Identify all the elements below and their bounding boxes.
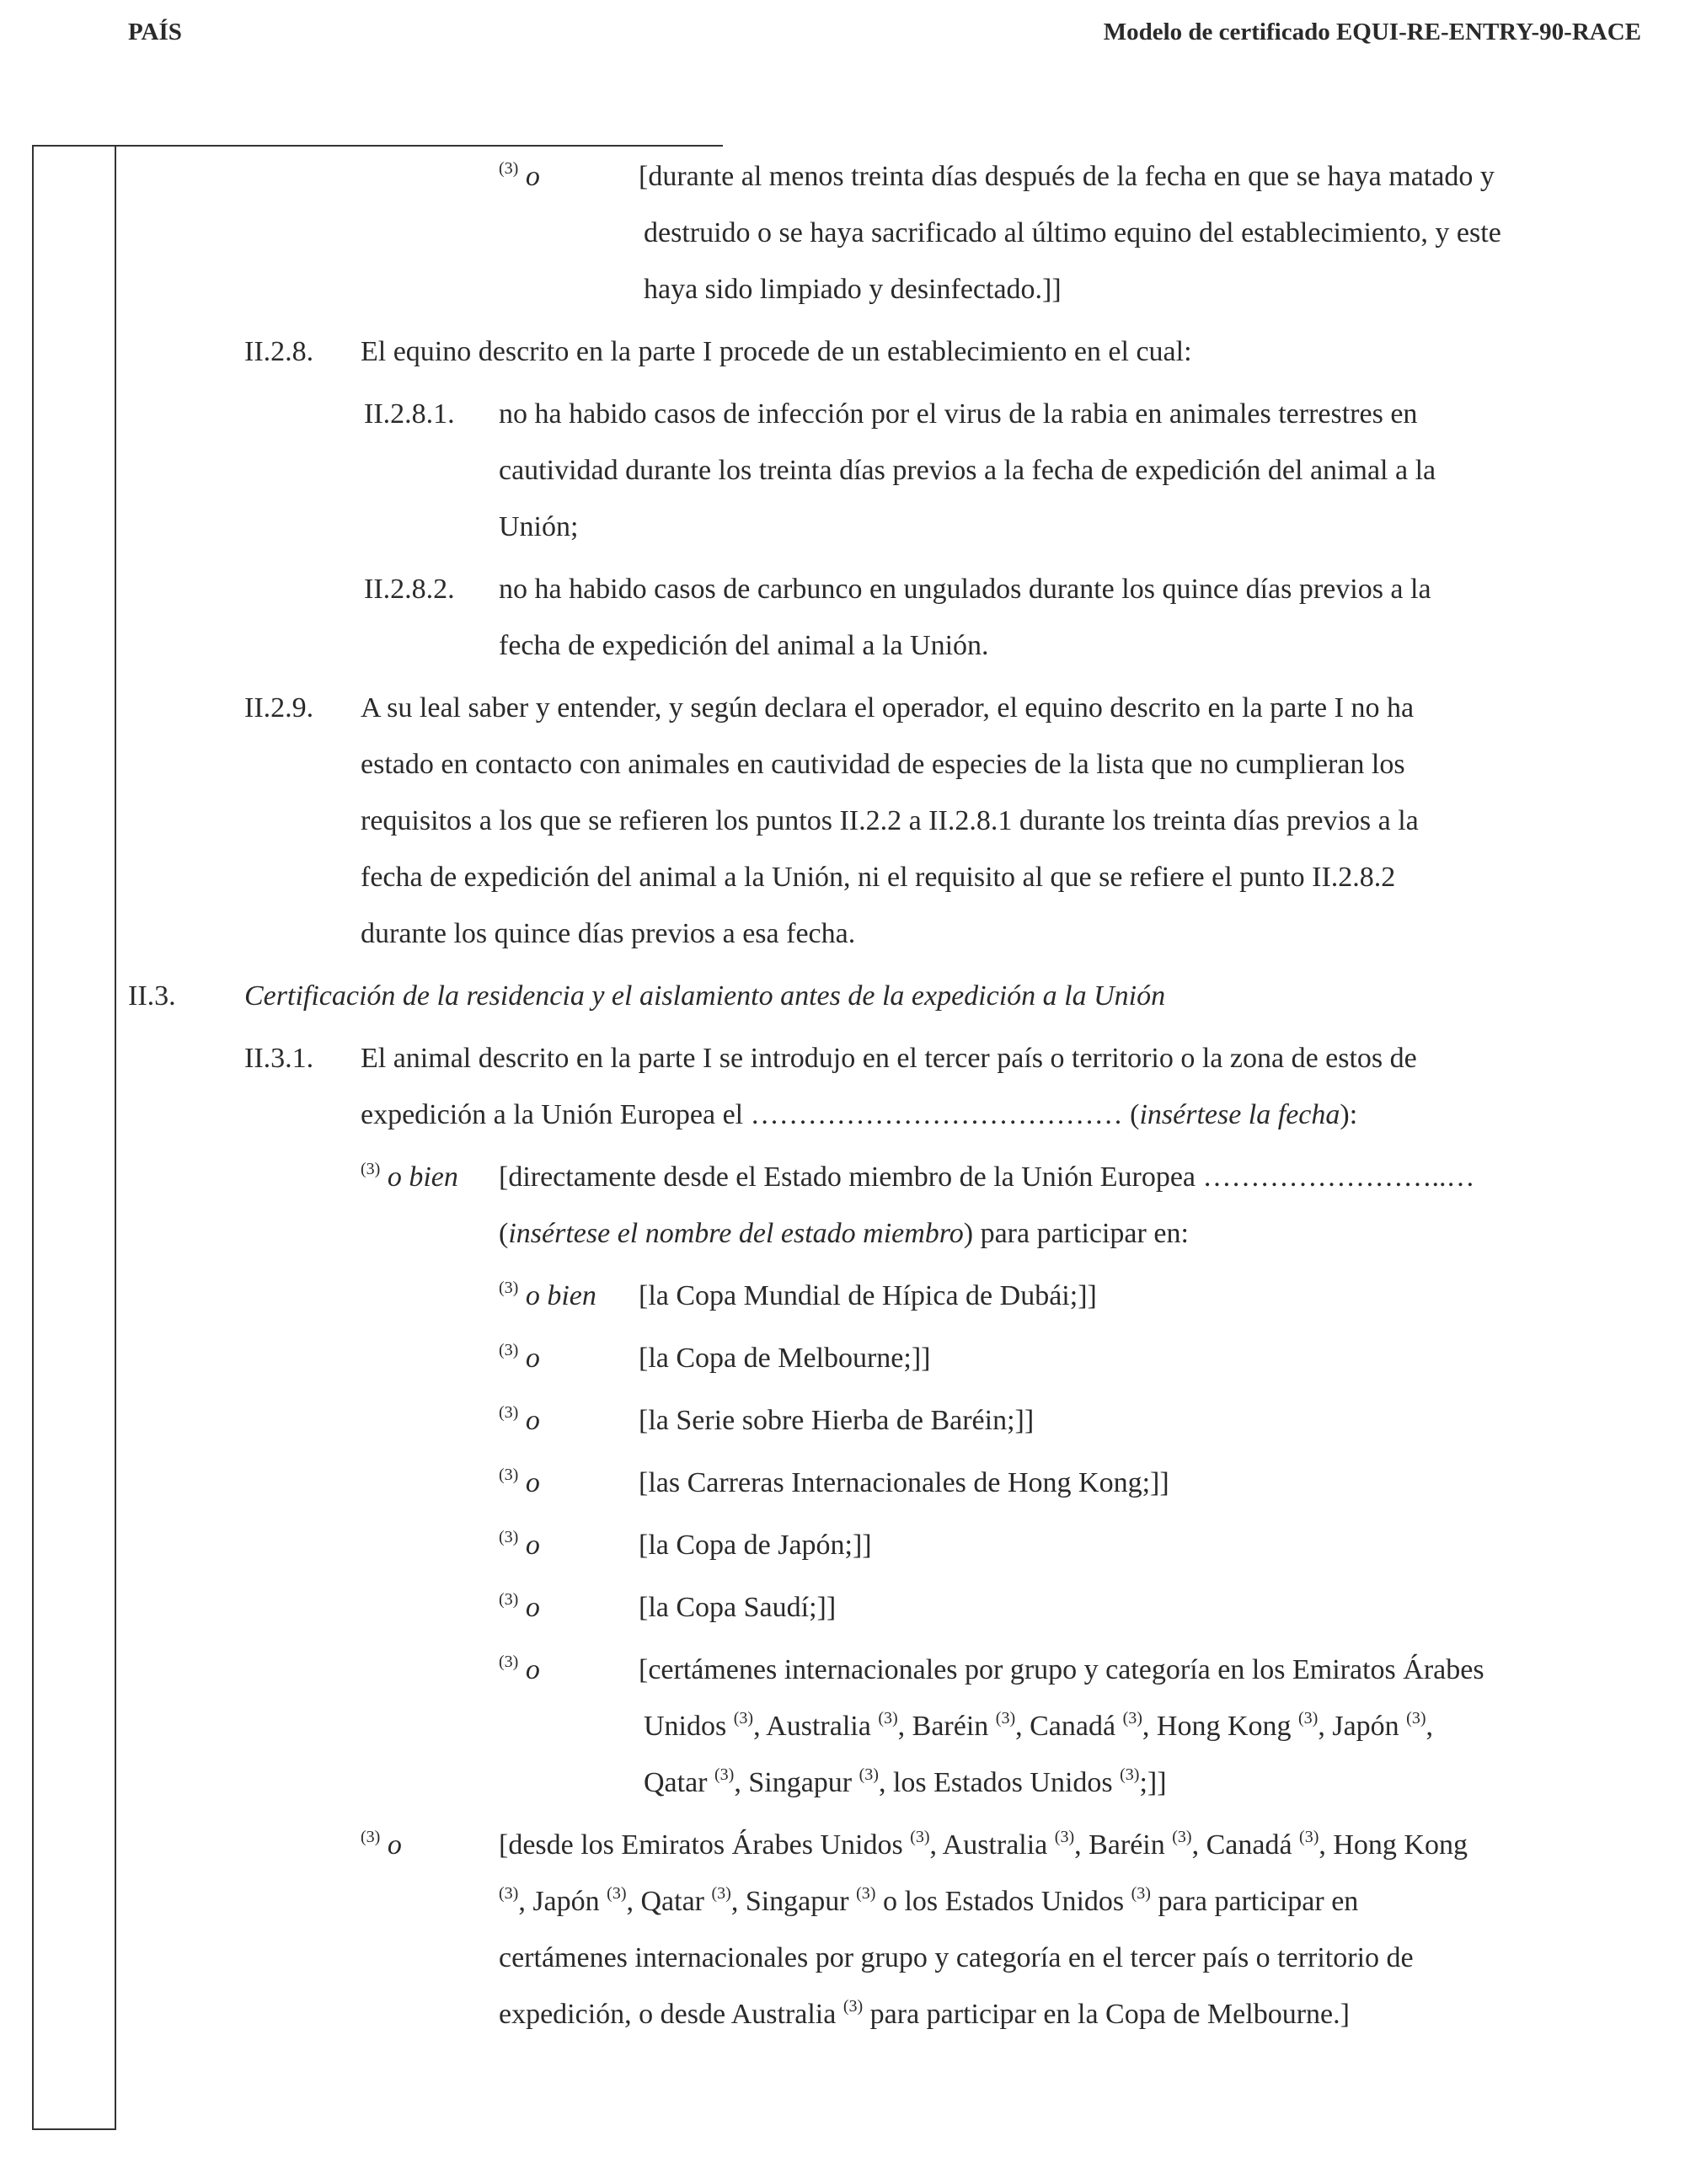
chapter-number: II.3.: [128, 980, 176, 1012]
event-item: [la Copa Mundial de Hípica de Dubái;]]: [639, 1280, 1097, 1311]
event-item: [la Copa Saudí;]]: [639, 1592, 837, 1623]
intro-option-label: $^{(3)}$ o: [499, 159, 540, 192]
header-model: Modelo de certificado EQUI-RE-ENTRY-90-RACE: [1103, 19, 1641, 45]
event-option-label: $^{(3)}$ o: [499, 1466, 540, 1498]
option-line: expedición, o desde Australia $^{(3)}$ para participar en la Copa de Melbourne.]: [499, 1997, 1350, 2030]
option-line: [directamente desde el Estado miembro de la Unión Europea ……………………..…: [499, 1161, 1475, 1193]
event-option-label: $^{(3)}$ o: [499, 1653, 540, 1685]
event-option-label: $^{(3)}$ o: [499, 1341, 540, 1374]
intro-line: destruido o se haya sacrificado al último equino del establecimiento, y este: [644, 217, 1501, 248]
section-number: II.2.9.: [244, 692, 314, 724]
section-number: II.2.8.: [244, 336, 314, 367]
option-line: (insértese el nombre del estado miembro) para participar en:: [499, 1218, 1189, 1249]
option-line: certámenes internacionales por grupo y categoría en el tercer país o territorio de: [499, 1942, 1414, 1973]
subsection-line: no ha habido casos de infección por el virus de la rabia en animales terrestres en: [499, 398, 1418, 430]
section-line: estado en contacto con animales en cautividad de especies de la lista que no cumplieran los: [361, 749, 1405, 780]
section-line: fecha de expedición del animal a la Unión, ni el requisito al que se refiere el punto II.2.8.2: [361, 862, 1396, 893]
event-item: [la Copa de Melbourne;]]: [639, 1343, 931, 1374]
frame-inner-line: [115, 145, 116, 2130]
event-item: [certámenes internacionales por grupo y categoría en los Emiratos Árabes: [639, 1654, 1484, 1685]
subsection-line: fecha de expedición del animal a la Unión.: [499, 630, 989, 661]
option-line: [desde los Emiratos Árabes Unidos $^{(3)}$, Australia $^{(3)}$, Baréin $^{(3)}$, Canadá $^{(3)}$, Hong Kong: [499, 1828, 1468, 1861]
subsection-line: no ha habido casos de carbunco en ungulados durante los quince días previos a la: [499, 574, 1431, 605]
event-option-label: $^{(3)}$ o: [499, 1403, 540, 1436]
subsection-line: Unión;: [499, 511, 579, 542]
event-item-line: Qatar $^{(3)}$, Singapur $^{(3)}$, los Estados Unidos $^{(3)}$;]]: [644, 1765, 1167, 1798]
event-option-label: $^{(3)}$ o bien: [499, 1279, 596, 1311]
option-line: $^{(3)}$, Japón $^{(3)}$, Qatar $^{(3)}$, Singapur $^{(3)}$ o los Estados Unidos $^{(3)}$ para participar en: [499, 1884, 1359, 1917]
frame-left-line: [32, 145, 34, 2130]
section-line: A su leal saber y entender, y según declara el operador, el equino descrito en la parte I no ha: [361, 692, 1415, 724]
section-text: El equino descrito en la parte I procede de un establecimiento en el cual:: [361, 336, 1192, 367]
event-item-line: Unidos $^{(3)}$, Australia $^{(3)}$, Baréin $^{(3)}$, Canadá $^{(3)}$, Hong Kong $^{(3)}$, Japón $^{(3)}$,: [644, 1709, 1433, 1742]
option-label: $^{(3)}$ o bien: [361, 1160, 458, 1193]
intro-line: haya sido limpiado y desinfectado.]]: [644, 274, 1062, 305]
intro-line: [durante al menos treinta días después de la fecha en que se haya matado y: [639, 161, 1495, 192]
section-line: expedición a la Unión Europea el ………………………………… (insértese la fecha):: [361, 1099, 1358, 1130]
event-option-label: $^{(3)}$ o: [499, 1528, 540, 1561]
subsection-line: cautividad durante los treinta días previos a la fecha de expedición del animal a la: [499, 455, 1436, 486]
section-number: II.3.1.: [244, 1043, 314, 1074]
subsection-number: II.2.8.1.: [364, 398, 455, 430]
section-line: requisitos a los que se refieren los puntos II.2.2 a II.2.8.1 durante los treinta días previos a la: [361, 805, 1419, 836]
event-item: [las Carreras Internacionales de Hong Kong;]]: [639, 1467, 1169, 1498]
header-country: PAÍS: [128, 19, 182, 45]
event-option-label: $^{(3)}$ o: [499, 1590, 540, 1623]
section-line: durante los quince días previos a esa fecha.: [361, 918, 856, 949]
frame-bottom-line: [32, 2128, 116, 2130]
subsection-number: II.2.8.2.: [364, 574, 455, 605]
section-line: El animal descrito en la parte I se introdujo en el tercer país o territorio o la zona de estos de: [361, 1043, 1417, 1074]
frame-top-line: [32, 145, 723, 147]
event-item: [la Copa de Japón;]]: [639, 1530, 872, 1561]
option-label: $^{(3)}$ o: [361, 1828, 402, 1861]
chapter-title: Certificación de la residencia y el aislamiento antes de la expedición a la Unión: [244, 980, 1166, 1012]
event-item: [la Serie sobre Hierba de Baréin;]]: [639, 1405, 1035, 1436]
